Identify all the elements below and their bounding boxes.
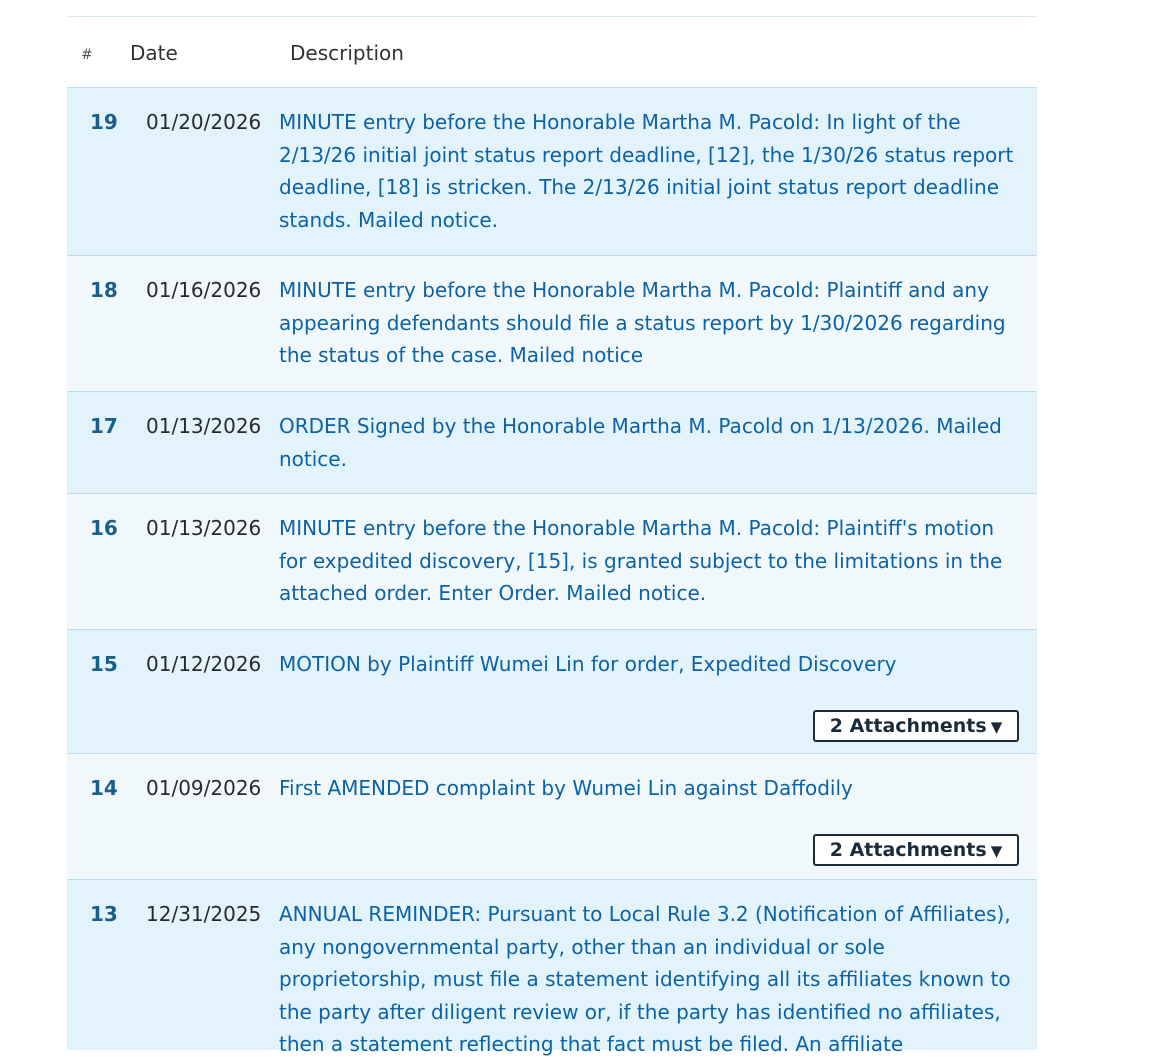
- entry-number: 16: [90, 516, 118, 540]
- header-number: #: [81, 47, 93, 63]
- entry-date: 12/31/2025: [146, 902, 262, 926]
- entry-description-link[interactable]: MINUTE entry before the Honorable Martha M. Pacold: Plaintiff's motion for expedited discovery, [15], is granted subject to the limitations in the attached order. Enter Order. Mailed notice.: [279, 516, 1003, 605]
- entry-description-link[interactable]: ANNUAL REMINDER: Pursuant to Local Rule 3.2 (Notification of Affiliates), any nongovernmental party, other than an individual or sole proprietorship, must file a statement identifying all its affiliates known to the party after diligent review or, if the party has identified no affiliates, then a statement reflecting that fact must be filed. An affiliate: [279, 902, 1011, 1056]
- entry-description-link[interactable]: MINUTE entry before the Honorable Martha M. Pacold: Plaintiff and any appearing defendants should file a status report by 1/30/2026 regarding the status of the case. Mailed notice: [279, 278, 1006, 367]
- entry-number: 15: [90, 652, 118, 676]
- entry-number: 14: [90, 776, 118, 800]
- docket-entry-18: [67, 256, 1037, 392]
- docket-entry-19: [67, 88, 1037, 256]
- caret-down-icon: ▼: [990, 718, 1003, 736]
- entry-date: 01/20/2026: [146, 110, 262, 134]
- docket-entry-17: [67, 392, 1037, 494]
- header-date: Date: [130, 41, 178, 65]
- entry-date: 01/13/2026: [146, 516, 262, 540]
- header-description: Description: [290, 41, 404, 65]
- caret-down-icon: ▼: [990, 842, 1003, 860]
- entry-date: 01/13/2026: [146, 414, 262, 438]
- entry-description-link[interactable]: MOTION by Plaintiff Wumei Lin for order, Expedited Discovery: [279, 652, 897, 676]
- attachments-label: 2 Attachments: [829, 715, 987, 737]
- entry-description-link[interactable]: First AMENDED complaint by Wumei Lin against Daffodily: [279, 776, 853, 800]
- entry-description-link[interactable]: ORDER Signed by the Honorable Martha M. Pacold on 1/13/2026. Mailed notice.: [279, 414, 1002, 471]
- entry-number: 13: [90, 902, 118, 926]
- docket-entry-14: [67, 754, 1037, 880]
- entry-number: 19: [90, 110, 118, 134]
- entry-date: 01/09/2026: [146, 776, 262, 800]
- entry-number: 18: [90, 278, 118, 302]
- entry-description-link[interactable]: MINUTE entry before the Honorable Martha M. Pacold: In light of the 2/13/26 initial joint status report deadline, [12], the 1/30/26 status report deadline, [18] is stricken. The 2/13/26 initial joint status report deadline stands. Mailed notice.: [279, 110, 1014, 232]
- attachments-dropdown-button[interactable]: [813, 710, 1019, 742]
- entry-number: 17: [90, 414, 118, 438]
- docket-entry-16: [67, 494, 1037, 630]
- entry-date: 01/12/2026: [146, 652, 262, 676]
- docket-table: [67, 16, 1037, 1056]
- entry-date: 01/16/2026: [146, 278, 262, 302]
- docket-entry-15: [67, 630, 1037, 754]
- docket-entry-13: [67, 880, 1037, 1056]
- attachments-dropdown-button[interactable]: [813, 834, 1019, 866]
- attachments-label: 2 Attachments: [829, 839, 987, 861]
- table-header: [67, 17, 1037, 88]
